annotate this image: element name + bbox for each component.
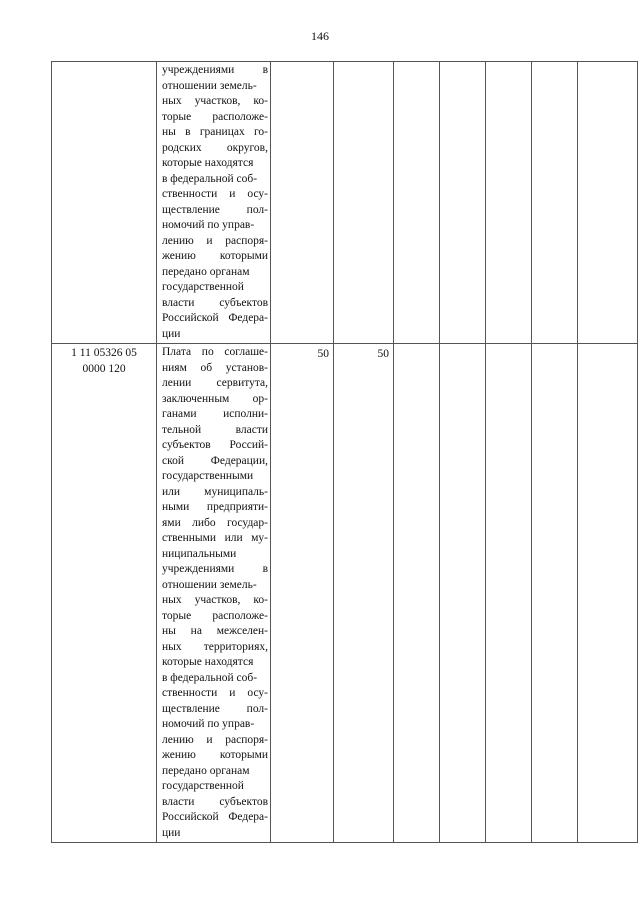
table-row — [52, 62, 638, 344]
page-number: 146 — [311, 29, 329, 43]
name-line: лении сервитута, — [162, 377, 268, 389]
name-line: передано органам — [162, 265, 250, 278]
name-line: ганами исполни- — [162, 408, 268, 420]
value-cell — [532, 62, 578, 344]
value-cell — [271, 62, 334, 344]
value-cell — [440, 62, 486, 344]
name-line: ными предприяти- — [162, 501, 268, 513]
name-line: ществление пол- — [162, 203, 268, 216]
name-line: номочий по управ- — [162, 219, 255, 231]
name-cell — [157, 344, 271, 843]
name-line: ниципальными — [162, 547, 237, 560]
value-cell — [394, 344, 440, 843]
code-line: 1 11 05326 05 — [71, 347, 137, 359]
code-cell — [52, 62, 157, 344]
name-line: лению и распоря- — [162, 234, 268, 247]
name-line: власти субъектов — [162, 795, 268, 808]
name-line: ны на межселен- — [162, 625, 268, 637]
name-line: которые находятся — [162, 157, 254, 169]
name-line: власти субъектов — [162, 296, 268, 309]
name-line: в федеральной соб- — [162, 671, 258, 684]
name-line: ции — [162, 327, 181, 340]
value-cell — [334, 62, 394, 344]
value-cell: 50 — [271, 344, 334, 843]
value-cell — [532, 344, 578, 843]
name-line: государственной — [162, 780, 244, 792]
name-line: государственной — [162, 281, 244, 293]
value-cell — [486, 62, 532, 344]
name-line: Плата по соглаше- — [162, 346, 268, 358]
name-line: передано органам — [162, 764, 250, 777]
name-line: субъектов Россий- — [162, 439, 268, 451]
name-line: которые находятся — [162, 656, 254, 668]
name-line: жению которыми — [162, 749, 268, 761]
name-line: лению и распоря- — [162, 733, 268, 746]
code-cell — [52, 344, 157, 843]
name-line: ществление пол- — [162, 702, 268, 715]
code-line: 0000 120 — [82, 362, 126, 375]
name-line: Российской Федера- — [162, 811, 268, 823]
name-line: отношении земель- — [162, 578, 257, 591]
value-cell — [394, 62, 440, 344]
name-line: ны в границах го- — [162, 126, 268, 138]
name-line: ции — [162, 826, 181, 839]
name-line: ями либо государ- — [162, 516, 268, 529]
budget-table — [51, 61, 638, 843]
name-line: торые расположе- — [162, 110, 268, 123]
table-body — [52, 62, 638, 843]
name-line: учреждениями в — [162, 563, 268, 575]
name-line: отношении земель- — [162, 79, 257, 92]
name-line: ных территориях, — [162, 640, 268, 653]
name-line: родских округов, — [162, 141, 268, 154]
name-line: в федеральной соб- — [162, 172, 258, 185]
name-line: или муниципаль- — [162, 485, 268, 498]
name-line: ственности и осу- — [162, 188, 268, 200]
name-line: государственными — [162, 470, 254, 482]
value-cell — [578, 62, 638, 344]
name-line: ниям об установ- — [162, 361, 268, 374]
name-line: тельной власти — [162, 423, 268, 436]
name-line: Российской Федера- — [162, 312, 268, 324]
name-line: жению которыми — [162, 250, 268, 262]
name-line: заключенным ор- — [162, 392, 268, 405]
name-line: ственными или му- — [162, 532, 268, 544]
name-line: торые расположе- — [162, 609, 268, 622]
name-line: ственности и осу- — [162, 687, 268, 699]
name-line: ской Федерации, — [162, 454, 268, 467]
name-cell — [157, 62, 271, 344]
name-line: номочий по управ- — [162, 718, 255, 730]
value-cell — [440, 344, 486, 843]
value-cell: 50 — [334, 344, 394, 843]
value-cell — [486, 344, 532, 843]
name-line: ных участков, ко- — [162, 95, 268, 107]
name-line: учреждениями в — [162, 64, 268, 76]
table-row — [52, 344, 638, 843]
value-cell — [578, 344, 638, 843]
name-line: ных участков, ко- — [162, 594, 268, 606]
